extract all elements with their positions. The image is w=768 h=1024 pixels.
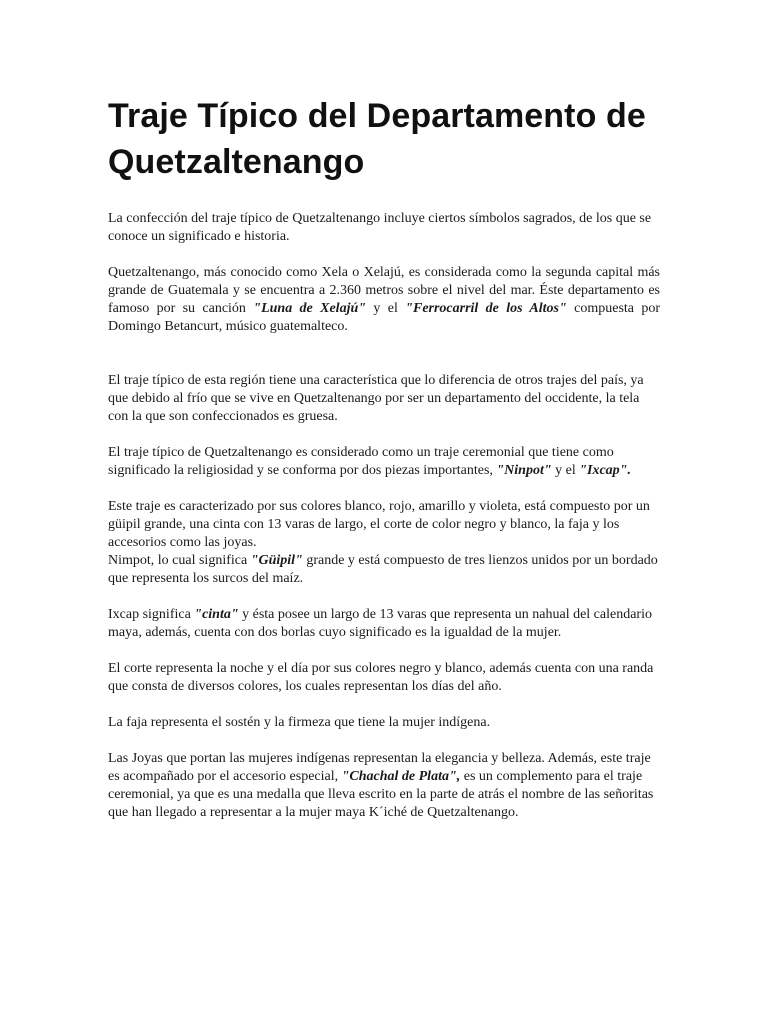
paragraph-xela-text-a: Quetzaltenango, más conocido como Xela o Xelajú, es considerada como la segunda capital más grande de Guatemala y se encuentra a 2.360 metros sobre el nivel del mar. Éste departamento es famoso por su canción (108, 265, 660, 316)
paragraph-xela-text-c: compuesta por Domingo Betancurt, músico guatemalteco. (108, 301, 661, 334)
paragraph-faja: La faja representa el sostén y la firmeza que tiene la mujer indígena. (108, 715, 491, 730)
term-chachal-de-plata: "Chachal de Plata", (341, 769, 461, 784)
paragraph-intro: La confección del traje típico de Quetzaltenango incluye ciertos símbolos sagrados, de los que se conoce un significado e historia. (108, 211, 652, 244)
paragraph-joyas (108, 750, 660, 822)
paragraph-nimpot (108, 552, 660, 588)
song-luna-de-xelaju: "Luna de Xelajú" (253, 301, 367, 316)
paragraph-ixcap-text-b: y ésta posee un largo de 13 varas que representa un nahual del calendario maya, además, cuenta con dos borlas cuyo significado es la igualdad de la mujer. (108, 607, 652, 640)
paragraph-ceremonial-text-b: y el (551, 463, 580, 478)
term-cinta: "cinta" (194, 607, 239, 622)
paragraph-xela-text-b: y el (366, 301, 406, 316)
term-ixcap: "Ixcap". (579, 463, 631, 478)
paragraph-joyas-text-a: Las Joyas que portan las mujeres indígenas representan la elegancia y belleza. Además, este traje es acompañado por el accesorio especial, (108, 751, 651, 784)
paragraph-xela (108, 264, 660, 336)
paragraph-nimpot-text-b: grande y está compuesto de tres lienzos unidos por un bordado que representa los surcos del maíz. (108, 553, 658, 586)
paragraph-colors: Este traje es caracterizado por sus colores blanco, rojo, amarillo y violeta, está compuesto por un güipil grande, una cinta con 13 varas de largo, el corte de color negro y blanco, la faja y los accesorios como las joyas. (108, 499, 650, 550)
paragraph-fabric: El traje típico de esta región tiene una característica que lo diferencia de otros trajes del país, ya que debido al frío que se vive en Quetzaltenango por ser un departamento del occidente, la tela con la que son confeccionados es gruesa. (108, 373, 644, 424)
paragraph-nimpot-text-a: Nimpot, lo cual significa (108, 553, 251, 568)
term-guipil: "Güipil" (250, 553, 303, 568)
song-ferrocarril-de-los-altos: "Ferrocarril de los Altos" (405, 301, 567, 316)
paragraph-joyas-text-b: es un complemento para el traje ceremonial, ya que es una medalla que lleva escrito en la parte de atrás el nombre de las señoritas que han llegado a representar a la mujer maya K´iché de Quetzaltenango. (108, 769, 654, 820)
paragraph-ixcap-text-a: Ixcap significa (108, 607, 195, 622)
paragraph-ceremonial-text-a: El traje típico de Quetzaltenango es considerado como un traje ceremonial que tiene como significado la religiosidad y se conforma por dos piezas importantes, (108, 445, 614, 478)
paragraph-ceremonial (108, 444, 660, 480)
paragraph-corte: El corte representa la noche y el día por sus colores negro y blanco, además cuenta con una randa que consta de diversos colores, los cuales representan los días del año. (108, 661, 654, 694)
paragraph-ixcap (108, 606, 660, 642)
page-title: Traje Típico del Departamento de Quetzaltenango (108, 97, 646, 181)
term-ninpot: "Ninpot" (496, 463, 552, 478)
